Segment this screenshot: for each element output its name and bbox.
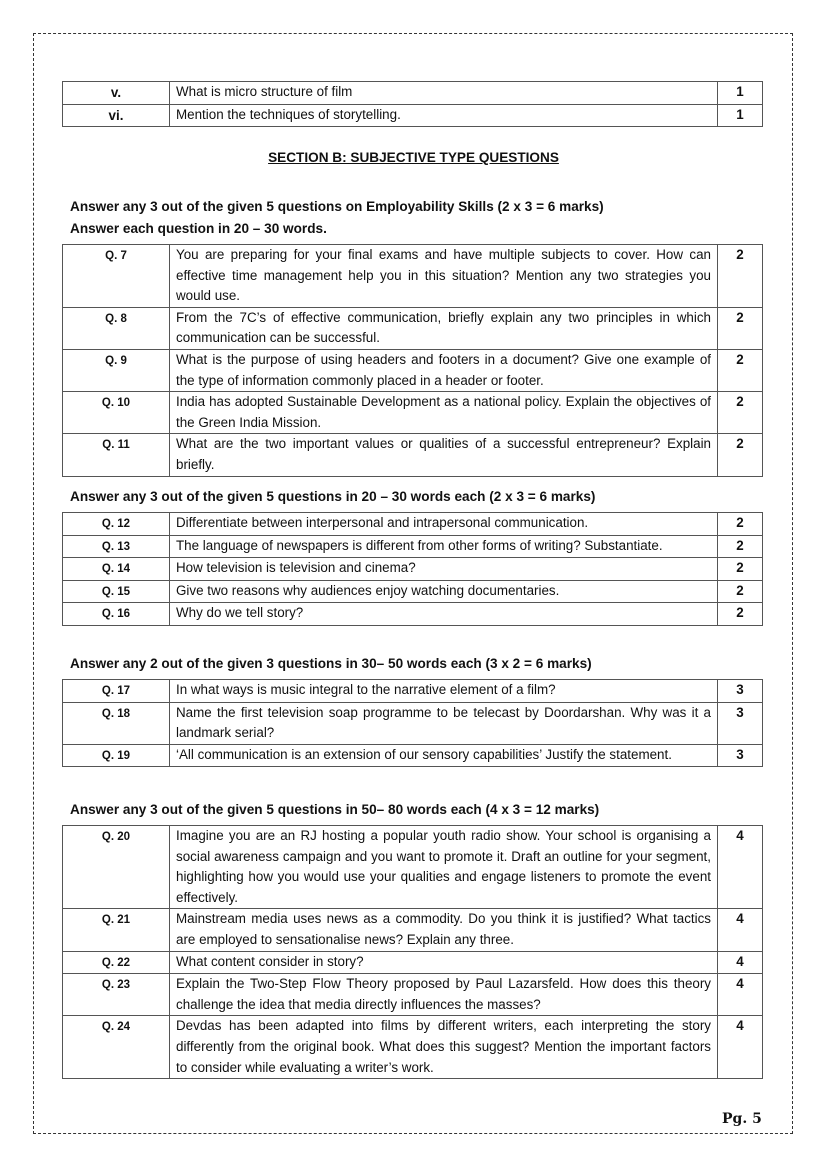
table-row: [63, 680, 763, 703]
table-row: [63, 434, 763, 476]
section-title: SECTION B: SUBJECTIVE TYPE QUESTIONS: [268, 150, 559, 165]
question-marks: 2: [718, 349, 763, 391]
question-marks: 2: [718, 513, 763, 536]
table-row: [63, 744, 763, 767]
table-row: [63, 245, 763, 308]
table-row: [63, 392, 763, 434]
table-row: [63, 951, 763, 974]
table-row: [63, 603, 763, 626]
question-text: From the 7C’s of effective communication, briefly explain any two principles in which communication can be successful.: [170, 307, 718, 349]
question-text: What is micro structure of film: [170, 82, 718, 105]
question-marks: 3: [718, 744, 763, 767]
group-instruction: Answer any 2 out of the given 3 questions in 30– 50 words each (3 x 2 = 6 marks): [70, 656, 592, 671]
question-marks: 3: [718, 680, 763, 703]
question-text: Name the first television soap programme to be telecast by Doordarshan. Why was it a landmark serial?: [170, 702, 718, 744]
question-table-employability: [62, 244, 763, 477]
question-text: You are preparing for your final exams and have multiple subjects to cover. How can effective time management help you in this situation? Mention any two strategies you would use.: [170, 245, 718, 308]
question-number: Q. 13: [63, 535, 170, 558]
question-table-short: [62, 512, 763, 626]
group-instruction: Answer any 3 out of the given 5 questions on Employability Skills (2 x 3 = 6 marks): [70, 199, 604, 214]
question-table-long: [62, 825, 763, 1079]
table-row: [63, 104, 763, 127]
question-text: Mention the techniques of storytelling.: [170, 104, 718, 127]
question-marks: 4: [718, 1016, 763, 1079]
question-text: Mainstream media uses news as a commodity. Do you think it is justified? What tactics are employed to sensationalise news? Explain any three.: [170, 909, 718, 951]
question-text: ‘All communication is an extension of our sensory capabilities’ Justify the statement.: [170, 744, 718, 767]
question-number: Q. 14: [63, 558, 170, 581]
question-number: Q. 20: [63, 826, 170, 909]
question-text: Why do we tell story?: [170, 603, 718, 626]
question-marks: 3: [718, 702, 763, 744]
question-marks: 2: [718, 580, 763, 603]
question-number: vi.: [63, 104, 170, 127]
page-number: Pg. 5: [722, 1111, 762, 1127]
question-text: What content consider in story?: [170, 951, 718, 974]
table-row: [63, 1016, 763, 1079]
question-number: Q. 8: [63, 307, 170, 349]
question-number: Q. 21: [63, 909, 170, 951]
question-text: What is the purpose of using headers and footers in a document? Give one example of the type of information commonly placed in a header or footer.: [170, 349, 718, 391]
question-marks: 2: [718, 535, 763, 558]
question-marks: 4: [718, 909, 763, 951]
table-row: [63, 826, 763, 909]
question-number: Q. 18: [63, 702, 170, 744]
question-number: Q. 9: [63, 349, 170, 391]
question-number: Q. 12: [63, 513, 170, 536]
question-text: Devdas has been adapted into films by different writers, each interpreting the story differently from the original book. What does this suggest? Mention the important factors to consider while evaluating a writer’s work.: [170, 1016, 718, 1079]
question-marks: 1: [718, 104, 763, 127]
table-row: [63, 558, 763, 581]
table-row: [63, 82, 763, 105]
table-row: [63, 580, 763, 603]
question-number: Q. 11: [63, 434, 170, 476]
question-text: Explain the Two-Step Flow Theory proposed by Paul Lazarsfeld. How does this theory challenge the idea that media directly influences the masses?: [170, 974, 718, 1016]
question-marks: 4: [718, 826, 763, 909]
group-instruction: Answer each question in 20 – 30 words.: [70, 221, 327, 236]
question-number: Q. 10: [63, 392, 170, 434]
question-number: Q. 22: [63, 951, 170, 974]
top-question-table: [62, 81, 763, 127]
question-number: Q. 7: [63, 245, 170, 308]
question-text: In what ways is music integral to the narrative element of a film?: [170, 680, 718, 703]
question-marks: 4: [718, 974, 763, 1016]
table-row: [63, 307, 763, 349]
question-marks: 2: [718, 603, 763, 626]
question-number: Q. 16: [63, 603, 170, 626]
question-marks: 1: [718, 82, 763, 105]
question-table-medium: [62, 679, 763, 767]
question-text: What are the two important values or qualities of a successful entrepreneur? Explain briefly.: [170, 434, 718, 476]
group-instruction: Answer any 3 out of the given 5 questions in 20 – 30 words each (2 x 3 = 6 marks): [70, 489, 596, 504]
question-marks: 2: [718, 245, 763, 308]
table-row: [63, 702, 763, 744]
question-text: The language of newspapers is different from other forms of writing? Substantiate.: [170, 535, 718, 558]
table-row: [63, 349, 763, 391]
question-text: Differentiate between interpersonal and intrapersonal communication.: [170, 513, 718, 536]
table-row: [63, 974, 763, 1016]
question-marks: 2: [718, 307, 763, 349]
question-number: Q. 15: [63, 580, 170, 603]
question-text: India has adopted Sustainable Development as a national policy. Explain the objectives of the Green India Mission.: [170, 392, 718, 434]
group-instruction: Answer any 3 out of the given 5 questions in 50– 80 words each (4 x 3 = 12 marks): [70, 802, 600, 817]
table-row: [63, 909, 763, 951]
question-text: How television is television and cinema?: [170, 558, 718, 581]
question-number: Q. 24: [63, 1016, 170, 1079]
table-row: [63, 535, 763, 558]
question-number: Q. 23: [63, 974, 170, 1016]
table-row: [63, 513, 763, 536]
question-marks: 2: [718, 434, 763, 476]
question-marks: 2: [718, 392, 763, 434]
question-text: Imagine you are an RJ hosting a popular youth radio show. Your school is organising a social awareness campaign and you want to promote it. Draft an outline for your segment, highlighting how you would use your qualities and engage listeners to promote the event effectively.: [170, 826, 718, 909]
question-marks: 4: [718, 951, 763, 974]
question-number: v.: [63, 82, 170, 105]
question-text: Give two reasons why audiences enjoy watching documentaries.: [170, 580, 718, 603]
question-number: Q. 19: [63, 744, 170, 767]
question-marks: 2: [718, 558, 763, 581]
question-number: Q. 17: [63, 680, 170, 703]
